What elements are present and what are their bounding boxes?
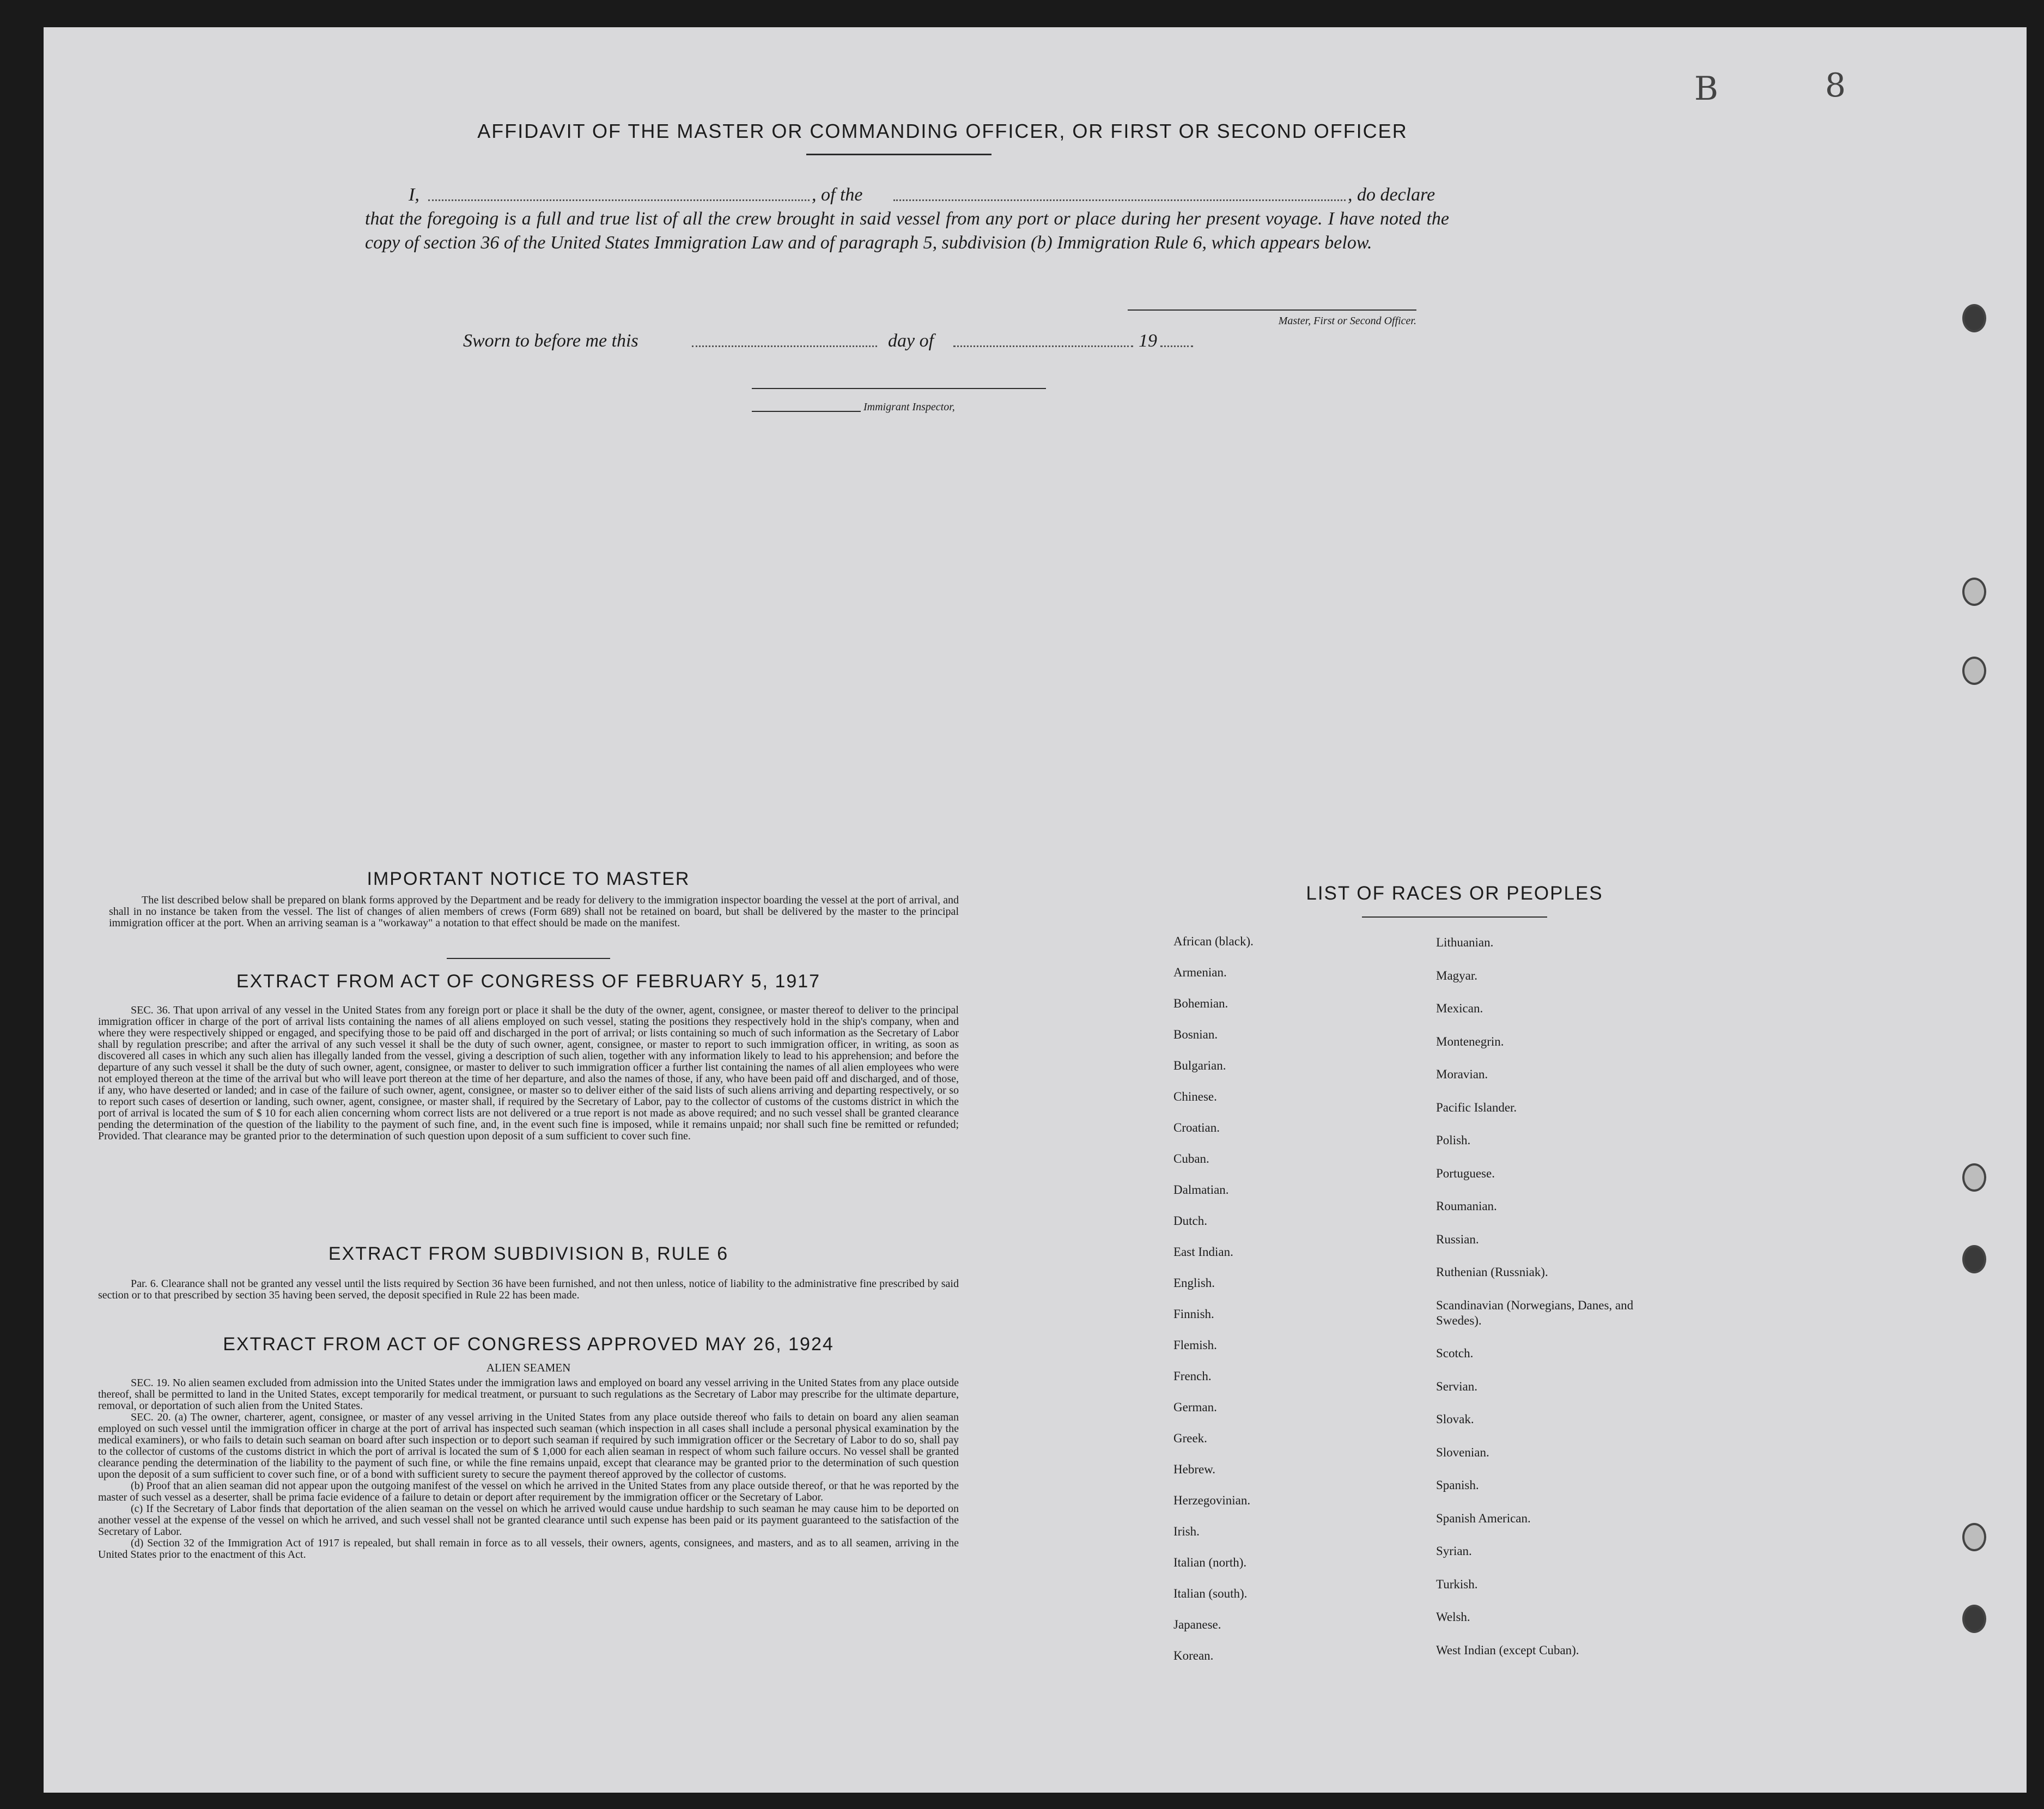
race-item: Moravian.: [1436, 1067, 1488, 1081]
extract-1917-title: EXTRACT FROM ACT OF CONGRESS OF FEBRUARY 5, 1917: [236, 971, 821, 992]
extract-1924-body: [98, 1377, 959, 1561]
race-item: Croatian.: [1173, 1121, 1220, 1134]
race-item: African (black).: [1173, 934, 1254, 948]
extract-1924-title: EXTRACT FROM ACT OF CONGRESS APPROVED MAY 26, 1924: [223, 1334, 834, 1355]
race-item: Spanish.: [1436, 1478, 1479, 1492]
race-item: Welsh.: [1436, 1610, 1470, 1624]
notice-rule: [447, 958, 610, 959]
race-item: Polish.: [1436, 1133, 1471, 1147]
race-item: Hebrew.: [1173, 1462, 1216, 1476]
race-item: Portuguese.: [1436, 1166, 1495, 1180]
document-page: [44, 27, 2027, 1793]
race-item: Spanish American.: [1436, 1511, 1531, 1525]
affidavit-title: AFFIDAVIT OF THE MASTER OR COMMANDING OFFICER, OR FIRST OR SECOND OFFICER: [477, 120, 1408, 142]
affidavit-body: that the foregoing is a full and true list of all the crew brought in said vessel from any port or place during her present voyage. I have noted the copy of section 36 of the United States Immigration Law and of paragraph 5, subdivision (b) Immigration Rule 6, which appears below.: [365, 209, 1449, 253]
race-item: Pacific Islander.: [1436, 1100, 1517, 1114]
binder-hole-icon: [1962, 657, 1986, 685]
paragraph: SEC. 19. No alien seamen excluded from admission into the United States under the immigration laws and employed on board any vessel arriving in the United States from any place outside thereof, shall be permitted to land in the United States, except temporarily for medical treatment, or pursuant to such regulations as the Secretary of Labor may prescribe for the ultimate departure, removal, or deportation of such alien from the United States.: [98, 1377, 959, 1412]
race-item: Bohemian.: [1173, 997, 1228, 1010]
race-item: English.: [1173, 1276, 1215, 1290]
day-blank: [692, 345, 877, 347]
race-item: German.: [1173, 1400, 1217, 1414]
year-blank: [1160, 345, 1193, 347]
races-title: LIST OF RACES OR PEOPLES: [1306, 883, 1603, 904]
sworn-prefix: Sworn to before me this: [463, 331, 638, 351]
paragraph: (b) Proof that an alien seaman did not appear upon the outgoing manifest of the vessel on which he arrived in the United States from any place outside thereof, or that he was reported by the master of such vessel as a deserter, shall be prima facie evidence of a failure to detain or deport after requirement by the immigration officer or the Secretary of Labor.: [98, 1480, 959, 1503]
race-item: Slovenian.: [1436, 1445, 1489, 1459]
affidavit-do-declare: , do declare: [1348, 185, 1435, 205]
race-item: Flemish.: [1173, 1338, 1217, 1352]
binder-hole-icon: [1962, 1245, 1986, 1273]
race-item: Scandinavian (Norwegians, Danes, and Swedes).: [1436, 1298, 1634, 1327]
binder-hole-icon: [1962, 1523, 1986, 1551]
master-signature-line: [1128, 309, 1416, 311]
race-item: Bosnian.: [1173, 1028, 1218, 1041]
race-item: Japanese.: [1173, 1618, 1221, 1631]
race-item: Dalmatian.: [1173, 1183, 1229, 1197]
race-item: Mexican.: [1436, 1001, 1483, 1015]
race-item: Italian (south).: [1173, 1587, 1248, 1600]
extract-1917-text: SEC. 36. That upon arrival of any vessel in the United States from any foreign port or place it shall be the duty of the owner, agent, consignee, or master thereof to deliver to the principal immigration officer in charge of the port of arrival lists containing the names of all aliens employed on such vessel, stating the positions they respectively hold in the ship's company, when and where they were respectively shipped or engaged, and specifying those to be paid off and discharged in the port of arrival; or lists containing so much of such information as the Secretary of Labor shall by regulation prescribe; and after the arrival of any such vessel it shall be the duty of such owner, agent, consignee, or master to report to such immigration officer, in writing, as soon as discovered all cases in which any such alien has illegally landed from the vessel, giving a description of such alien, together with any information likely to lead to his apprehension; and before the departure of any such vessel it shall be the duty of such owner, agent, consignee, or master to deliver to such immigration officer a further list containing the names of all alien employees who were not employed thereon at the time of the arrival but who will leave port thereon at the time of her departure, and also the names of those, if any, who have been paid off and discharged, and of those, if any, who have deserted or landed; and in case of the failure of such owner, agent, consignee, or master so to deliver either of the said lists of such aliens arriving and departing respectively, or so to report such cases of desertion or landing, such owner, agent, consignee, or master shall, if required by the Secretary of Labor, pay to the collector of customs of the customs district in which the port of arrival is located the sum of $ 10 for each alien concerning whom correct lists are not delivered or a true report is not made as above required; and no such vessel shall be granted clearance pending the determination of the question of the liability to the payment of such fine, and, in the event such fine is imposed, while it remains unpaid; nor shall such fine be remitted or refunded; Provided. That clearance may be granted prior to the determination of such question upon deposit of a sum sufficient to cover such fine.: [98, 1004, 959, 1142]
race-item: Roumanian.: [1436, 1199, 1497, 1213]
sworn-year: 19: [1139, 331, 1157, 351]
extract-rule6-title: EXTRACT FROM SUBDIVISION B, RULE 6: [328, 1243, 729, 1264]
race-item: Magyar.: [1436, 968, 1478, 982]
vessel-blank: [893, 199, 1346, 201]
race-item: Chinese.: [1173, 1090, 1217, 1103]
race-item: Russian.: [1436, 1232, 1479, 1246]
inspector-signature-line: [752, 388, 1046, 389]
races-rule: [1362, 916, 1547, 918]
race-item: Armenian.: [1173, 966, 1227, 979]
race-item: Ruthenian (Russniak).: [1436, 1265, 1548, 1279]
affidavit-i: I,: [409, 185, 419, 205]
race-item: Greek.: [1173, 1431, 1207, 1445]
sworn-day: day of: [888, 331, 934, 351]
binder-hole-icon: [1962, 304, 1986, 332]
title-rule: [806, 154, 991, 155]
master-caption: Master, First or Second Officer.: [1278, 315, 1416, 327]
race-item: Turkish.: [1436, 1577, 1478, 1591]
race-item: Finnish.: [1173, 1307, 1214, 1321]
race-item: Slovak.: [1436, 1412, 1474, 1426]
race-item: Syrian.: [1436, 1544, 1472, 1558]
race-item: Korean.: [1173, 1649, 1214, 1662]
inspector-prefix-line: [752, 411, 861, 412]
inspector-caption: Immigrant Inspector,: [863, 401, 955, 413]
race-item: Herzegovinian.: [1173, 1494, 1251, 1507]
paragraph: SEC. 20. (a) The owner, charterer, agent, consignee, or master of any vessel arriving in the United States from any place outside thereof who fails to detain on board any alien seaman employed on such vessel until the immigration officer in charge at the port of arrival has inspected such seaman (which inspection in all cases shall include a personal physical examination by the medical examiners), or who fails to detain such seaman on board after such inspection or to deport such seaman if required by such immigration officer or the Secretary of Labor to do so, shall pay to the collector of customs of the customs district in which the port of arrival is located the sum of $ 1,000 for each alien seaman in respect of whom such failure occurs. No vessel shall be granted clearance pending the determination of the liability to the payment of such fine, or while the fine remains unpaid, except that clearance may be granted prior to the determination of such question upon the deposit of a sum sufficient to cover such fine, or of a bond with sufficient surety to secure the payment thereof approved by the collector of customs.: [98, 1411, 959, 1480]
race-item: Italian (north).: [1173, 1556, 1247, 1569]
paragraph: (c) If the Secretary of Labor finds that deportation of the alien seaman on the vessel on which he arrived would cause undue hardship to such seaman he may cause him to be deported on another vessel at the expense of the vessel on which he arrived, and such vessel shall not be granted clearance until such expense has been paid or its payment guaranteed to the satisfaction of the Secretary of Labor.: [98, 1503, 959, 1538]
extract-1924-subtitle: ALIEN SEAMEN: [486, 1361, 571, 1374]
name-blank: [428, 199, 810, 201]
notice-text: The list described below shall be prepared on blank forms approved by the Department and be ready for delivery to the immigration inspector boarding the vessel at the port of arrival, and shall in no instance be taken from the vessel. The list of changes of alien members of crews (Form 689) shall not be retained on board, but shall be delivered by the master to the principal immigration officer at the port. When an arriving seaman is a "workaway" a notation to that effect should be made on the manifest.: [109, 894, 959, 929]
race-item: East Indian.: [1173, 1245, 1233, 1259]
extract-rule6-text: Par. 6. Clearance shall not be granted any vessel until the lists required by Section 36 have been furnished, and not then unless, notice of liability to the administrative fine prescribed by said section or to that prescribed by section 35 having been served, the deposit specified in Rule 22 has been made.: [98, 1278, 959, 1301]
race-item: Bulgarian.: [1173, 1059, 1226, 1072]
binder-hole-icon: [1962, 578, 1986, 606]
race-item: Servian.: [1436, 1379, 1478, 1393]
notice-title: IMPORTANT NOTICE TO MASTER: [367, 869, 690, 889]
corner-mark-2: 8: [1825, 66, 1846, 105]
race-item: Lithuanian.: [1436, 936, 1494, 949]
race-item: Dutch.: [1173, 1214, 1207, 1228]
binder-hole-icon: [1962, 1163, 1986, 1192]
race-item: Scotch.: [1436, 1346, 1474, 1360]
paragraph: (d) Section 32 of the Immigration Act of 1917 is repealed, but shall remain in force as to all vessels, their owners, agents, consignees, and masters, and as to all seamen, arriving in the United States prior to the enactment of this Act.: [98, 1537, 959, 1561]
race-item: French.: [1173, 1369, 1212, 1383]
race-item: West Indian (except Cuban).: [1436, 1643, 1579, 1657]
race-item: Cuban.: [1173, 1152, 1209, 1165]
month-blank: [953, 345, 1133, 347]
corner-mark-1: B: [1694, 70, 1719, 108]
binder-hole-icon: [1962, 1605, 1986, 1633]
race-item: Irish.: [1173, 1525, 1200, 1538]
affidavit-of-the: , of the: [812, 185, 863, 205]
race-item: Montenegrin.: [1436, 1034, 1504, 1048]
